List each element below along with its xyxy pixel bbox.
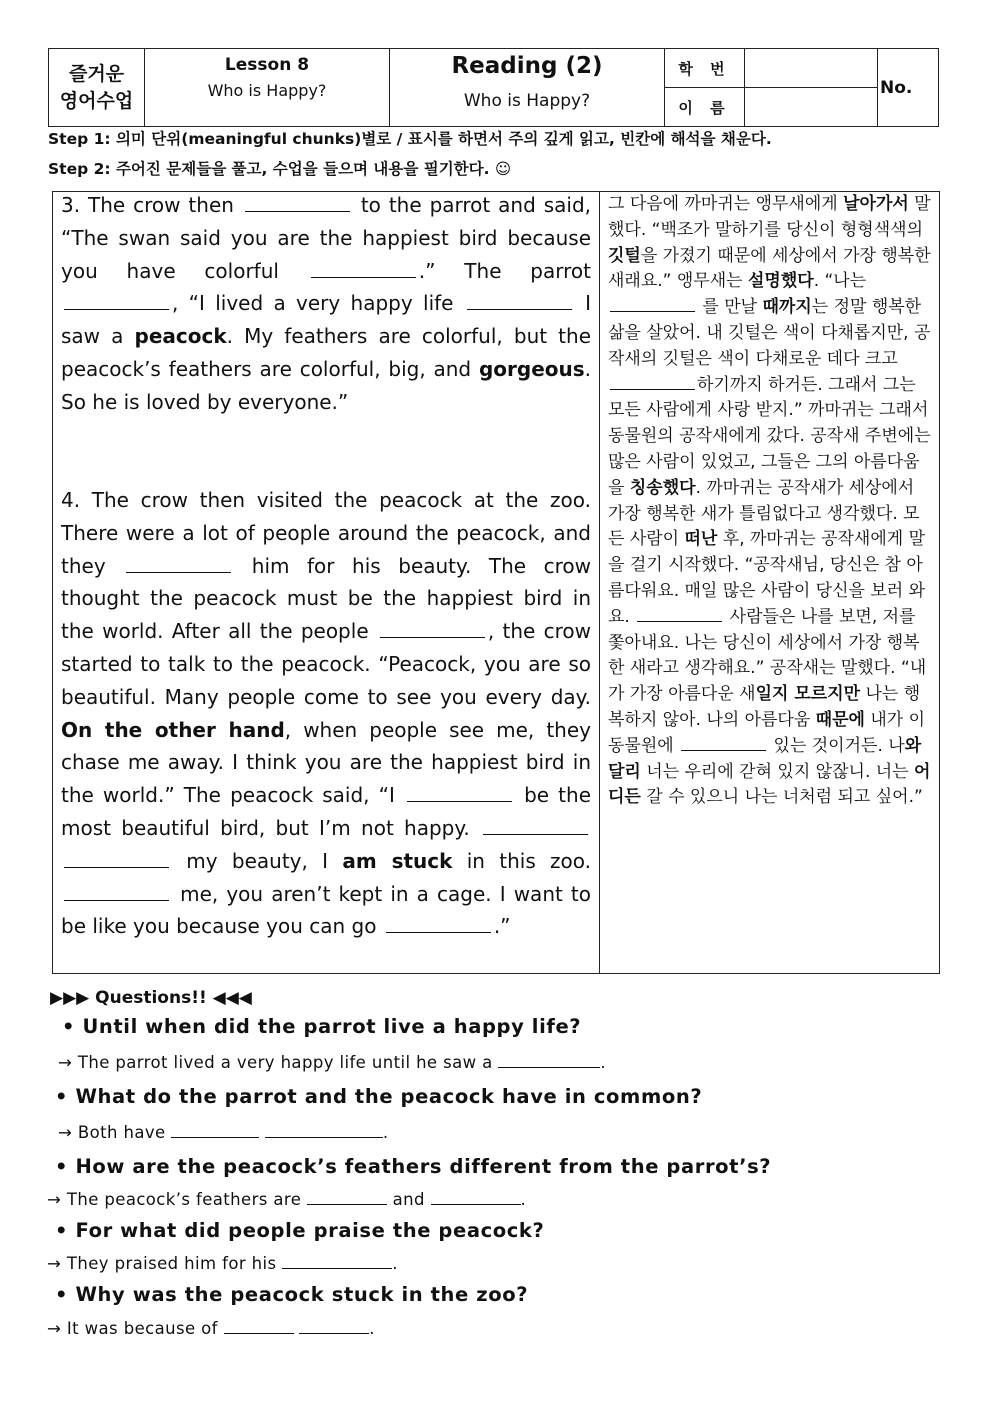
reading-heading: Reading (2)	[451, 53, 603, 79]
bold-phrase: am stuck	[342, 848, 453, 873]
answer-1: → The parrot lived a very happy life until he saw a .	[58, 1053, 607, 1072]
course-line1: 즐거운	[68, 62, 125, 85]
answer-5: → It was because of .	[47, 1319, 375, 1338]
header-table	[48, 48, 939, 127]
student-number-label: 학 번	[665, 49, 745, 88]
question-3: • How are the peacock’s feathers different from the parrot’s?	[55, 1155, 772, 1178]
question-1: • Until when did the parrot live a happy life?	[62, 1015, 582, 1038]
reading-title: Who is Happy?	[463, 91, 591, 111]
blank[interactable]	[171, 1123, 259, 1138]
course-name	[49, 49, 145, 127]
reading-cell	[390, 49, 665, 127]
question-4: • For what did people praise the peacock?	[55, 1219, 545, 1242]
step-2: Step 2: 주어진 문제들을 풀고, 수업을 들으며 내용을 필기한다. ☺	[48, 160, 512, 178]
lesson-cell	[145, 49, 390, 127]
bold-phrase: On the other hand	[61, 717, 285, 742]
blank[interactable]	[64, 880, 169, 901]
blank[interactable]	[224, 1319, 294, 1334]
blank[interactable]	[64, 847, 169, 868]
blank[interactable]	[265, 1123, 383, 1138]
student-number-field[interactable]	[745, 49, 878, 88]
blank[interactable]	[483, 814, 588, 835]
blank[interactable]	[407, 781, 512, 802]
course-line2: 영어수업	[59, 89, 134, 112]
passage-4: 4. The crow then visited the peacock at the zoo. There were a lot of people around the peacock, and they him for his beauty. The crow thought the peacock must be the happiest bird in the world. After all the people , the crow started to talk to the peacock. “Peacock, you are so beautiful. Many people come to see you every day. On the other hand, when people see me, they chase me away. I think you are the happiest bird in the world.” The peacock said, “I be the most beautiful bird, but I’m not happy. my beauty, I am stuck in this zoo. me, you aren’t kept in a cage. I want to be like you because you can go .”	[61, 488, 592, 939]
blank[interactable]	[610, 295, 695, 312]
number-label: No.	[878, 49, 939, 127]
blank[interactable]	[681, 734, 766, 751]
question-2: • What do the parrot and the peacock have in common?	[55, 1085, 703, 1108]
blank[interactable]	[126, 552, 231, 573]
blank[interactable]	[386, 912, 491, 933]
answer-2: → Both have .	[58, 1123, 389, 1142]
blank[interactable]	[307, 1190, 387, 1205]
lesson-number: Lesson 8	[224, 55, 310, 75]
step-1: Step 1: 의미 단위(meaningful chunks)별로 / 표시를 하면서 주의 깊게 읽고, 빈칸에 해석을 채운다.	[48, 130, 772, 148]
passage-3: 3. The crow then to the parrot and said, “The swan said you are the happiest bird because you have colorful .” The parrot , “I lived a very happy life I saw a peacock. My feathers are colorful, but the peacock’s feathers are colorful, big, and gorgeous. So he is loved by everyone.”	[61, 193, 592, 414]
blank[interactable]	[299, 1319, 369, 1334]
korean-translation: 그 다음에 까마귀는 앵무새에게 날아가서 말했다. “백조가 말하기를 당신이 형형색색의 깃털을 가졌기 때문에 세상에서 가장 행복한 새래요.” 앵무새는 설명했다. “나는 를 만날 때까지는 정말 행복한 삶을 살았어. 내 깃털은 색이 다채롭지만, 공작새의 깃털은 색이 다채로운 데다 크고 하기까지 하거든. 그래서 그는 모든 사람에게 사랑 받지.” 까마귀는 그래서 동물원의 공작새에게 갔다. 공작새 주변에는 많은 사람이 있었고, 그들은 그의 아름다움을 칭송했다. 까마귀는 공작새가 세상에서 가장 행복한 새가 틀림없다고 생각했다. 모든 사람이 떠난 후, 까마귀는 공작새에게 말을 걸기 시작했다. “공작새님, 당신은 참 아름다워요. 매일 많은 사람이 당신을 보러 와요. 사람들은 나를 보면, 저를 쫓아내요. 나는 당신이 세상에서 가장 행복한 새라고 생각해요.” 공작새는 말했다. “내가 가장 아름다운 새일지 모르지만 나는 행복하지 않아. 나의 아름다움 때문에 내가 이 동물원에 있는 것이거든. 나와 달리 너는 우리에 갇혀 있지 않잖니. 너는 어디든 갈 수 있으니 나는 너처럼 되고 싶어.”	[608, 194, 931, 808]
bold-word: peacock	[134, 324, 227, 349]
blank[interactable]	[64, 289, 169, 310]
blank[interactable]	[311, 257, 416, 278]
name-field[interactable]	[745, 88, 878, 127]
blank[interactable]	[245, 191, 350, 212]
blank[interactable]	[498, 1053, 600, 1068]
column-divider	[599, 192, 600, 973]
bold-word: gorgeous	[478, 356, 585, 381]
answer-3: → The peacock’s feathers are and .	[47, 1190, 527, 1209]
blank[interactable]	[637, 605, 722, 622]
answer-4: → They praised him for his .	[47, 1254, 398, 1273]
blank[interactable]	[610, 373, 695, 390]
blank[interactable]	[380, 617, 485, 638]
blank[interactable]	[431, 1190, 521, 1205]
blank[interactable]	[467, 289, 572, 310]
reading-box	[52, 191, 940, 974]
instructions	[48, 124, 772, 184]
questions-heading: ▶▶▶ Questions!! ◀◀◀	[50, 988, 252, 1008]
question-5: • Why was the peacock stuck in the zoo?	[55, 1283, 529, 1306]
lesson-title: Who is Happy?	[207, 81, 327, 100]
name-label: 이 름	[665, 88, 745, 127]
blank[interactable]	[282, 1254, 392, 1269]
